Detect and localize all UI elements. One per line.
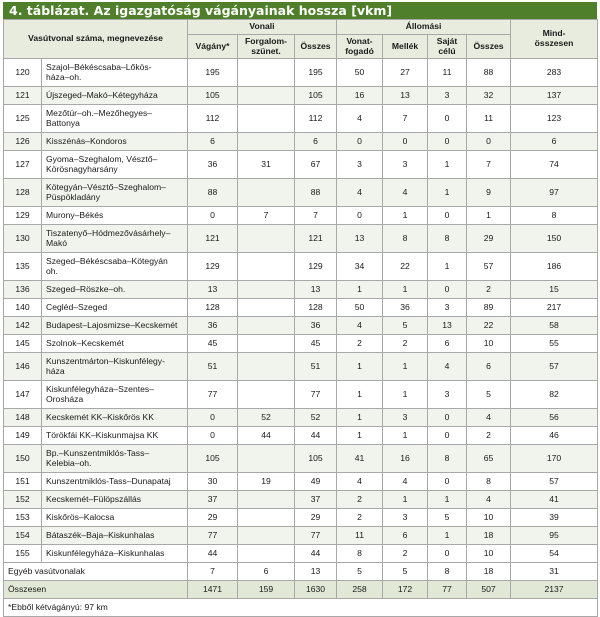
value-cell: 13 [428,317,467,335]
value-cell: 18 [467,563,511,581]
value-cell: 1 [337,281,383,299]
footnote: *Ebből kétvágányú: 97 km [4,599,598,617]
value-cell [238,87,295,105]
value-cell: 41 [337,445,383,473]
value-cell: 2 [337,491,383,509]
value-cell: 77 [188,381,238,409]
line-name: Murony–Békés [42,207,188,225]
value-cell: 46 [511,427,598,445]
value-cell: 137 [511,87,598,105]
value-cell: 50 [337,59,383,87]
value-cell: 129 [188,253,238,281]
value-cell [238,133,295,151]
value-cell: 97 [511,179,598,207]
value-cell: 30 [188,473,238,491]
value-cell: 6 [428,335,467,353]
value-cell: 88 [467,59,511,87]
value-cell: 74 [511,151,598,179]
value-cell: 2 [383,335,428,353]
value-cell: 1 [383,353,428,381]
value-cell: 16 [383,445,428,473]
value-cell: 1 [337,409,383,427]
value-cell: 6 [383,527,428,545]
value-cell [238,179,295,207]
table-title: 4. táblázat. Az igazgatóság vágányainak hossza [vkm] [3,2,597,19]
table-row [4,225,598,253]
total-row-label: Összesen [4,581,188,599]
value-cell: 0 [428,281,467,299]
line-number: 151 [4,473,42,491]
value-cell: 112 [295,105,337,133]
value-cell: 0 [337,207,383,225]
line-number: 154 [4,527,42,545]
value-cell: 95 [511,527,598,545]
value-cell [238,491,295,509]
value-cell: 1 [428,527,467,545]
value-cell: 29 [188,509,238,527]
value-cell: 105 [295,87,337,105]
header-sub-2: Összes [295,35,337,59]
header-sub-6: Összes [467,35,511,59]
value-cell: 13 [188,281,238,299]
total-row [4,581,598,599]
value-cell [238,335,295,353]
value-cell: 1 [428,179,467,207]
value-cell: 77 [295,381,337,409]
value-cell: 1630 [295,581,337,599]
table-row [4,335,598,353]
value-cell: 195 [188,59,238,87]
value-cell: 105 [188,445,238,473]
value-cell [238,445,295,473]
line-number: 148 [4,409,42,427]
value-cell: 0 [337,133,383,151]
table-row [4,87,598,105]
value-cell: 4 [337,179,383,207]
value-cell: 31 [511,563,598,581]
value-cell: 121 [188,225,238,253]
value-cell: 6 [295,133,337,151]
line-name: Szolnok–Kecskemét [42,335,188,353]
header-line: Vasútvonal száma, megnevezése [4,20,188,59]
value-cell: 0 [428,409,467,427]
value-cell: 0 [428,133,467,151]
value-cell [238,105,295,133]
value-cell: 36 [383,299,428,317]
value-cell: 11 [337,527,383,545]
value-cell [238,225,295,253]
value-cell: 7 [467,151,511,179]
line-name: Budapest–Lajosmizse–Kecskemét [42,317,188,335]
line-number: 149 [4,427,42,445]
table-row [4,253,598,281]
value-cell: 1 [383,427,428,445]
value-cell: 36 [188,317,238,335]
value-cell: 16 [337,87,383,105]
header-group-allomasi: Állomási [337,20,511,35]
value-cell: 8 [428,225,467,253]
value-cell: 49 [295,473,337,491]
table-row [4,353,598,381]
value-cell: 18 [467,527,511,545]
value-cell: 54 [511,545,598,563]
table-row [4,427,598,445]
value-cell: 6 [238,563,295,581]
footnote-row [4,599,598,617]
value-cell: 29 [295,509,337,527]
value-cell: 2 [467,281,511,299]
line-number: 136 [4,281,42,299]
table-row [4,179,598,207]
header-sub-3: Vonat- fogadó [337,35,383,59]
line-number: 127 [4,151,42,179]
value-cell [238,353,295,381]
value-cell: 0 [383,133,428,151]
line-name: Kecskemét–Fülöpszállás [42,491,188,509]
value-cell: 44 [295,427,337,445]
value-cell: 77 [428,581,467,599]
value-cell: 1 [337,353,383,381]
table-row [4,445,598,473]
value-cell: 0 [428,545,467,563]
value-cell: 10 [467,335,511,353]
value-cell: 1 [428,491,467,509]
value-cell: 44 [238,427,295,445]
line-number: 147 [4,381,42,409]
value-cell: 123 [511,105,598,133]
value-cell: 5 [337,563,383,581]
value-cell: 57 [511,353,598,381]
value-cell: 3 [428,87,467,105]
value-cell: 3 [337,151,383,179]
value-cell: 0 [188,207,238,225]
value-cell: 32 [467,87,511,105]
value-cell: 19 [238,473,295,491]
line-name: Tiszatenyő–Hódmezővásárhely– Makó [42,225,188,253]
value-cell: 82 [511,381,598,409]
value-cell: 4 [428,353,467,381]
value-cell: 4 [337,317,383,335]
line-name: Kunszentmárton–Kiskunfélegy- háza [42,353,188,381]
line-number: 140 [4,299,42,317]
value-cell: 58 [511,317,598,335]
value-cell: 150 [511,225,598,253]
value-cell: 6 [188,133,238,151]
line-number: 126 [4,133,42,151]
value-cell: 2137 [511,581,598,599]
value-cell: 89 [467,299,511,317]
value-cell [238,59,295,87]
line-name: Kiskőrös–Kalocsa [42,509,188,527]
value-cell: 51 [188,353,238,381]
table-row [4,59,598,87]
value-cell: 2 [467,427,511,445]
value-cell: 1 [383,491,428,509]
value-cell: 5 [383,317,428,335]
value-cell: 77 [295,527,337,545]
value-cell: 10 [467,545,511,563]
line-name: Bp.–Kunszentmiklós-Tass– Kelebia–oh. [42,445,188,473]
value-cell: 13 [337,225,383,253]
line-number: 150 [4,445,42,473]
line-number: 120 [4,59,42,87]
line-number: 153 [4,509,42,527]
line-name: Gyoma–Szeghalom, Vésztő– Körösnagyharsány [42,151,188,179]
value-cell: 52 [295,409,337,427]
value-cell: 22 [383,253,428,281]
line-name: Újszeged–Makó–Kétegyháza [42,87,188,105]
line-name: Szeged–Röszke–oh. [42,281,188,299]
value-cell: 44 [188,545,238,563]
value-cell: 10 [467,509,511,527]
table-row [4,473,598,491]
value-cell: 36 [295,317,337,335]
value-cell: 27 [383,59,428,87]
value-cell: 4 [467,491,511,509]
line-number: 146 [4,353,42,381]
value-cell: 67 [295,151,337,179]
value-cell: 4 [383,179,428,207]
value-cell: 1 [428,151,467,179]
value-cell [238,281,295,299]
value-cell: 4 [337,473,383,491]
value-cell: 5 [383,563,428,581]
value-cell: 0 [428,473,467,491]
header-mindosszesen: Mind- összesen [511,20,598,59]
line-name: Cegléd–Szeged [42,299,188,317]
value-cell: 8 [337,545,383,563]
value-cell: 283 [511,59,598,87]
line-name: Kiskunfélegyháza–Kiskunhalas [42,545,188,563]
value-cell [238,317,295,335]
value-cell: 2 [383,545,428,563]
header-sub-0: Vágány* [188,35,238,59]
value-cell: 34 [337,253,383,281]
value-cell: 217 [511,299,598,317]
value-cell: 507 [467,581,511,599]
line-number: 135 [4,253,42,281]
value-cell: 7 [383,105,428,133]
value-cell: 6 [511,133,598,151]
table-row [4,409,598,427]
value-cell: 88 [188,179,238,207]
value-cell: 0 [188,427,238,445]
value-cell: 7 [295,207,337,225]
value-cell [238,299,295,317]
line-name: Mezőtúr–oh.–Mezőhegyes– Battonya [42,105,188,133]
value-cell: 3 [383,509,428,527]
table-row [4,105,598,133]
value-cell: 186 [511,253,598,281]
header-sub-1: Forgalom- szünet. [238,35,295,59]
table-row [4,133,598,151]
value-cell: 11 [428,59,467,87]
value-cell: 13 [295,563,337,581]
value-cell: 36 [188,151,238,179]
value-cell: 37 [188,491,238,509]
other-row [4,563,598,581]
table-row [4,509,598,527]
value-cell: 7 [238,207,295,225]
value-cell [238,545,295,563]
value-cell: 41 [511,491,598,509]
value-cell [238,527,295,545]
value-cell: 1 [383,207,428,225]
value-cell: 45 [295,335,337,353]
value-cell: 29 [467,225,511,253]
line-name: Törökfái KK–Kiskunmajsa KK [42,427,188,445]
value-cell: 15 [511,281,598,299]
table-row [4,281,598,299]
value-cell: 112 [188,105,238,133]
header-group-vonali: Vonali [188,20,337,35]
table-row [4,381,598,409]
value-cell: 13 [383,87,428,105]
value-cell: 8 [428,563,467,581]
value-cell: 195 [295,59,337,87]
value-cell: 258 [337,581,383,599]
value-cell: 8 [467,473,511,491]
track-length-table [3,19,598,617]
value-cell: 5 [467,381,511,409]
value-cell: 65 [467,445,511,473]
value-cell: 129 [295,253,337,281]
line-name: Kecskemét KK–Kiskőrös KK [42,409,188,427]
value-cell: 3 [383,151,428,179]
value-cell: 159 [238,581,295,599]
line-number: 152 [4,491,42,509]
line-number: 142 [4,317,42,335]
table-row [4,207,598,225]
value-cell: 8 [511,207,598,225]
value-cell: 37 [295,491,337,509]
value-cell: 170 [511,445,598,473]
table-row [4,491,598,509]
value-cell: 128 [188,299,238,317]
value-cell: 52 [238,409,295,427]
value-cell: 105 [188,87,238,105]
value-cell: 0 [428,207,467,225]
value-cell: 0 [188,409,238,427]
line-number: 155 [4,545,42,563]
value-cell: 1 [467,207,511,225]
value-cell: 1 [337,427,383,445]
value-cell: 8 [428,445,467,473]
value-cell: 44 [295,545,337,563]
value-cell: 7 [188,563,238,581]
value-cell: 9 [467,179,511,207]
value-cell: 88 [295,179,337,207]
value-cell: 4 [383,473,428,491]
value-cell: 55 [511,335,598,353]
value-cell: 51 [295,353,337,381]
line-number: 121 [4,87,42,105]
value-cell: 13 [295,281,337,299]
table-container [3,2,597,617]
line-number: 145 [4,335,42,353]
value-cell: 11 [467,105,511,133]
line-name: Kunszentmiklós-Tass–Dunapataj [42,473,188,491]
value-cell: 31 [238,151,295,179]
line-name: Szajol–Békéscsaba–Lőkös- háza–oh. [42,59,188,87]
value-cell: 1471 [188,581,238,599]
line-number: 129 [4,207,42,225]
line-name: Szeged–Békéscsaba–Kötegyán oh. [42,253,188,281]
value-cell: 172 [383,581,428,599]
header-sub-4: Mellék [383,35,428,59]
line-number: 128 [4,179,42,207]
value-cell: 128 [295,299,337,317]
table-row [4,151,598,179]
value-cell: 57 [467,253,511,281]
line-number: 130 [4,225,42,253]
value-cell: 4 [337,105,383,133]
table-row [4,545,598,563]
value-cell: 1 [337,381,383,409]
table-row [4,299,598,317]
value-cell [238,509,295,527]
line-number: 125 [4,105,42,133]
value-cell: 57 [511,473,598,491]
line-name: Kisszénás–Kondoros [42,133,188,151]
line-name: Bátaszék–Baja–Kiskunhalas [42,527,188,545]
value-cell: 6 [467,353,511,381]
value-cell: 105 [295,445,337,473]
value-cell: 3 [428,299,467,317]
table-row [4,527,598,545]
value-cell: 2 [337,509,383,527]
value-cell: 1 [428,253,467,281]
value-cell: 3 [428,381,467,409]
value-cell: 5 [428,509,467,527]
value-cell: 0 [467,133,511,151]
value-cell: 50 [337,299,383,317]
value-cell: 39 [511,509,598,527]
header-sub-5: Saját célú [428,35,467,59]
value-cell: 3 [383,409,428,427]
value-cell: 77 [188,527,238,545]
value-cell: 1 [383,281,428,299]
other-row-label: Egyéb vasútvonalak [4,563,188,581]
value-cell: 56 [511,409,598,427]
value-cell: 0 [428,427,467,445]
value-cell: 1 [383,381,428,409]
value-cell: 45 [188,335,238,353]
value-cell: 8 [383,225,428,253]
value-cell: 4 [467,409,511,427]
line-name: Kiskunfélegyháza–Szentes– Orosháza [42,381,188,409]
value-cell: 121 [295,225,337,253]
value-cell: 22 [467,317,511,335]
value-cell [238,253,295,281]
value-cell [238,381,295,409]
value-cell: 2 [337,335,383,353]
table-row [4,317,598,335]
value-cell: 0 [428,105,467,133]
line-name: Kötegyán–Vésztő–Szeghalom– Püspökladány [42,179,188,207]
